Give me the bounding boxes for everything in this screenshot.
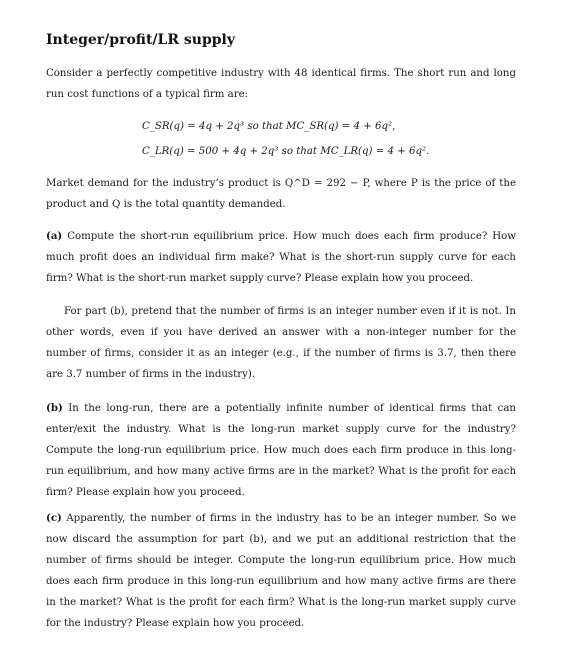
note-text: For part (b), pretend that the number of firms is an integer number even if it is not. In other words, even if you have derived an answer with a non-integer number for the number of firms, consider it as an integer (e.g., if the number of firms is 3.7, then there are 3.7 number of firms in the industry).: [46, 306, 516, 380]
part-c-paragraph: [46, 508, 516, 634]
equation-short-run-text: C_SR(q) = 4q + 2q³ so that MC_SR(q) = 4 + 6q²,: [142, 121, 396, 132]
part-a-paragraph: [46, 226, 516, 289]
equation-short-run: [142, 117, 395, 137]
equation-long-run: [142, 142, 429, 162]
part-b-label: (b): [46, 402, 63, 414]
intro-paragraph: [46, 63, 516, 105]
part-a-label: (a): [46, 230, 63, 242]
part-a-text: Compute the short-run equilibrium price. How much does each firm produce? How much profit does an individual firm make? What is the short-run supply curve for each firm? What is the short-run market supply curve? Please explain how you proceed.: [46, 231, 516, 284]
note-paragraph: [46, 301, 516, 385]
part-c-label: (c): [46, 512, 62, 524]
demand-text: Market demand for the industry’s product is Q^D = 292 − P, where P is the price of the product and Q is the total quantity demanded.: [46, 178, 516, 210]
part-b-text: In the long-run, there are a potentially infinite number of identical firms that can enter/exit the industry. What is the long-run market supply curve for the industry? Compute the long-run equilibrium price. How much does each firm produce in this long-run equilibrium, and how many active firms are in the market? What is the profit for each firm? Please explain how you proceed.: [46, 403, 516, 498]
demand-paragraph: [46, 173, 516, 215]
part-c-text: Apparently, the number of firms in the industry has to be an integer number. So we now discard the assumption for part (b), and we put an additional restriction that the number of firms should be integer. Compute the long-run equilibrium price. How much does each firm produce in this long-run equilibrium and how many active firms are there in the market? What is the profit for each firm? What is the long-run market supply curve for the industry? Please explain how you proceed.: [46, 513, 516, 629]
intro-text: Consider a perfectly competitive industry with 48 identical firms. The short run and long run cost functions of a typical firm are:: [46, 68, 516, 100]
problem-title: Integer/profit/LR supply: [46, 32, 235, 48]
equation-long-run-text: C_LR(q) = 500 + 4q + 2q³ so that MC_LR(q) = 4 + 6q².: [142, 146, 430, 157]
part-b-paragraph: [46, 398, 516, 503]
